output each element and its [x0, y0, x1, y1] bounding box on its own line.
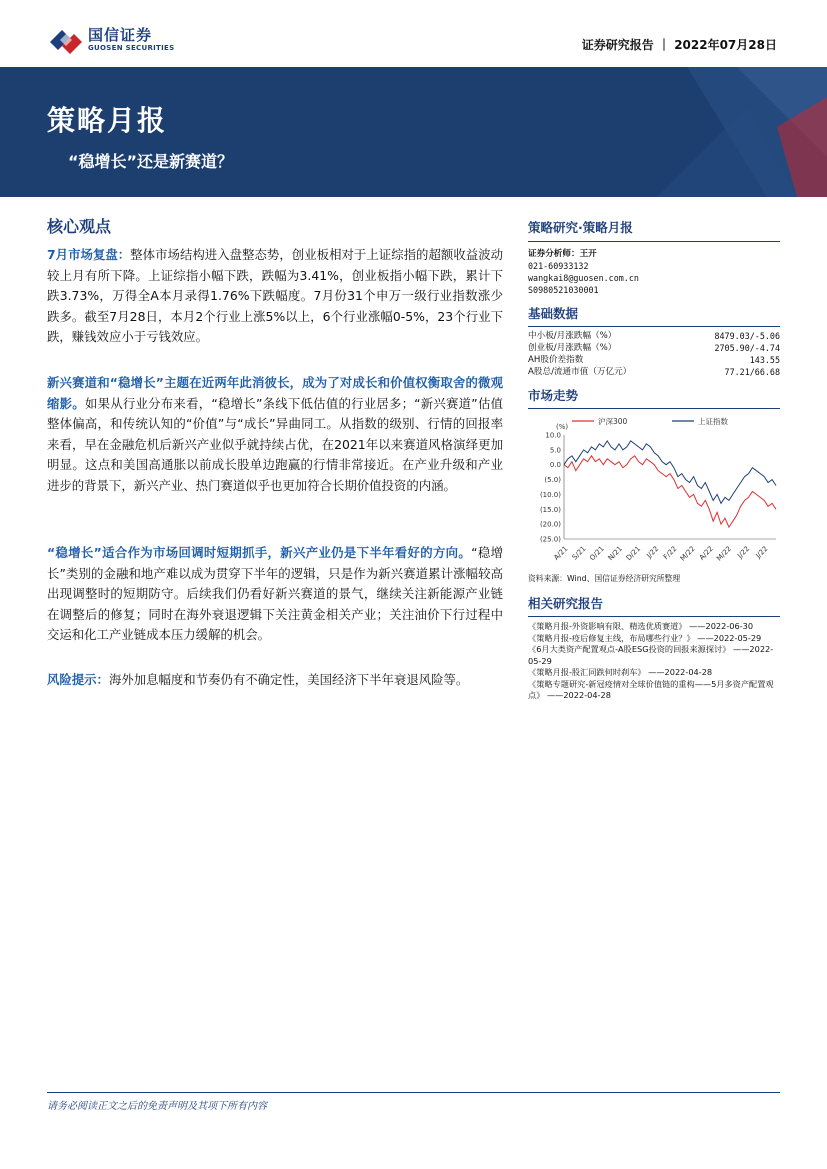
series-line	[564, 456, 776, 527]
related-reports-heading: 相关研究报告	[528, 594, 780, 617]
paragraph-outlook	[47, 543, 503, 646]
market-trend-heading: 市场走势	[528, 386, 780, 409]
analyst-phone: 021-60933132	[528, 261, 589, 271]
analyst-email[interactable]: wangkai8@guosen.com.cn	[528, 273, 639, 283]
paragraph-theme	[47, 373, 503, 496]
y-tick-label: (20.0)	[539, 520, 561, 529]
report-subtitle: “稳增长”还是新赛道？	[68, 152, 234, 171]
x-tick-label: M/22	[678, 544, 697, 563]
legend-label: 沪深300	[598, 417, 628, 426]
x-tick-label: J/22	[736, 544, 752, 560]
paragraph-lead: 新兴赛道和“稳增长”主题在近两年此消彼长，成为了对成长和价值权衡取舍的微观缩影。	[47, 375, 503, 411]
legend-label: 上证指数	[698, 417, 728, 426]
sidebar-category: 策略研究·策略月报	[528, 218, 780, 242]
basic-data-label: 中小板/月涨跌幅（%）	[528, 331, 617, 341]
logo-icon	[48, 24, 84, 56]
y-tick-label: (10.0)	[539, 490, 561, 499]
x-tick-label: A/22	[697, 544, 715, 562]
related-report-item[interactable]: 《策略月报-股汇同跌何时刹车》 ——2022-04-28	[528, 667, 713, 677]
footer-divider	[47, 1092, 780, 1093]
chart-source: 资料来源：Wind、国信证券经济研究所整理	[528, 574, 681, 583]
y-axis-unit: (%)	[556, 423, 569, 431]
logo-text-cn: 国信证券	[88, 26, 153, 44]
report-title: 策略月报	[47, 104, 168, 137]
meta-divider: ｜	[658, 38, 675, 52]
paragraph-body: 如果从行业分布来看，“稳增长”条线下低估值的行业居多；“新兴赛道”估值整体偏高，和传统认知的“价值”与“成长”异曲同工。从指数的级别、行情的回报率来看，早在金融危机后新兴产业似乎就持续占优，在2021年以来赛道风格演绎更加明显。这点和美国高通胀以前成长股单边跑赢的行情非常接近。在产业升级和产业进步的背景下，新兴产业、热门赛道似乎也更加符合长期价值投资的内涵。	[47, 395, 504, 493]
top-header	[0, 0, 827, 66]
banner-decoration	[567, 67, 827, 197]
paragraph-lead: 风险提示：	[47, 672, 109, 687]
series-line	[564, 441, 776, 503]
basic-data-value: 8479.03/-5.06	[714, 331, 780, 341]
basic-data-label: 创业板/月涨跌幅（%）	[528, 343, 617, 353]
related-reports-list	[528, 621, 780, 702]
x-tick-label: O/21	[588, 544, 606, 563]
x-tick-label: J/22	[645, 544, 661, 560]
report-type: 证券研究报告	[581, 38, 654, 52]
related-report-item[interactable]: 《策略月报-疫后修复主线，布局哪些行业？》 ——2022-05-29	[528, 632, 762, 643]
basic-data-table	[528, 330, 780, 378]
market-trend-chart	[528, 411, 780, 571]
basic-data-row	[528, 354, 780, 366]
basic-data-label: A股总/流通市值（万亿元）	[528, 367, 632, 377]
x-tick-label: A/21	[552, 544, 570, 562]
basic-data-value: 2705.90/-4.74	[714, 343, 780, 353]
related-report-item[interactable]: 《策略专题研究-新冠疫情对全球价值链的重构——5月多资产配置观点》 ——2022-04-28	[528, 678, 774, 700]
y-tick-label: (5.0)	[544, 476, 561, 485]
basic-data-label: AH股价差指数	[528, 355, 584, 365]
x-tick-label: S/21	[570, 544, 588, 562]
basic-data-row	[528, 342, 780, 354]
x-tick-label: F/22	[662, 544, 679, 562]
related-report-item[interactable]: 《策略月报-外资影响有限、精选优质赛道》 ——2022-06-30	[528, 621, 754, 631]
related-report-item[interactable]: 《6月大类资产配置观点-A股ESG投资的回报来源探讨》 ——2022-05-29	[528, 644, 774, 666]
paragraph-risk	[47, 670, 503, 691]
x-tick-label: M/22	[715, 544, 734, 563]
logo-text-en: GUOSEN SECURITIES	[88, 44, 175, 52]
analyst-name: 证券分析师：王开	[528, 249, 597, 259]
logo	[48, 22, 198, 62]
paragraph-body: 海外加息幅度和节奏仍有不确定性，美国经济下半年衰退风险等。	[108, 672, 469, 687]
y-tick-label: 10.0	[545, 431, 561, 440]
core-view-heading: 核心观点	[47, 217, 112, 236]
x-tick-label: J/22	[754, 544, 770, 560]
disclaimer-note: 请务必阅读正文之后的免责声明及其项下所有内容	[47, 1101, 267, 1112]
title-banner	[0, 67, 827, 197]
x-tick-label: N/21	[606, 544, 624, 563]
paragraph-body: “稳增长”类别的金融和地产难以成为贯穿下半年的逻辑，只是作为新兴赛道累计涨幅较高出现调整时的短期防守。后续我们仍看好新兴赛道的景气，继续关注新能源产业链在调整后的修复；同时在海外衰退逻辑下关注黄金相关产业；关注油价下行过程中交运和化工产业链成本压力缓解的机会。	[47, 545, 503, 642]
sidebar	[528, 218, 780, 702]
basic-data-heading: 基础数据	[528, 304, 780, 327]
analyst-cert: S0980521030001	[528, 285, 599, 295]
basic-data-value: 77.21/66.68	[724, 367, 780, 377]
basic-data-row	[528, 366, 780, 378]
paragraph-lead: “稳增长”适合作为市场回调时短期抓手，新兴产业仍是下半年看好的方向。	[47, 545, 472, 560]
y-tick-label: 0.0	[549, 461, 561, 470]
y-tick-label: (15.0)	[539, 505, 561, 514]
report-date: 2022年07月28日	[674, 38, 777, 52]
paragraph-body: 整体市场结构进入盘整态势，创业板相对于上证综指的超额收益波动较上月有所下降。上证综指小幅下跌，跌幅为3.41%，创业板指小幅下跌，累计下跌3.73%，万得全A本月录得1.76%下跌幅度。7月份31个申万一级行业指数涨少跌多。截至7月28日，本月2个行业上涨5%以上，6个行业涨幅0-5%，23个行业下跌，赚钱效应小于亏钱效应。	[47, 247, 504, 344]
report-meta	[582, 36, 777, 53]
basic-data-row	[528, 330, 780, 342]
y-tick-label: (25.0)	[539, 535, 561, 544]
basic-data-value: 143.55	[749, 355, 780, 365]
x-tick-label: D/21	[624, 544, 643, 563]
y-tick-label: 5.0	[549, 446, 561, 455]
paragraph-review	[47, 245, 503, 348]
paragraph-lead: 7月市场复盘：	[47, 247, 131, 262]
